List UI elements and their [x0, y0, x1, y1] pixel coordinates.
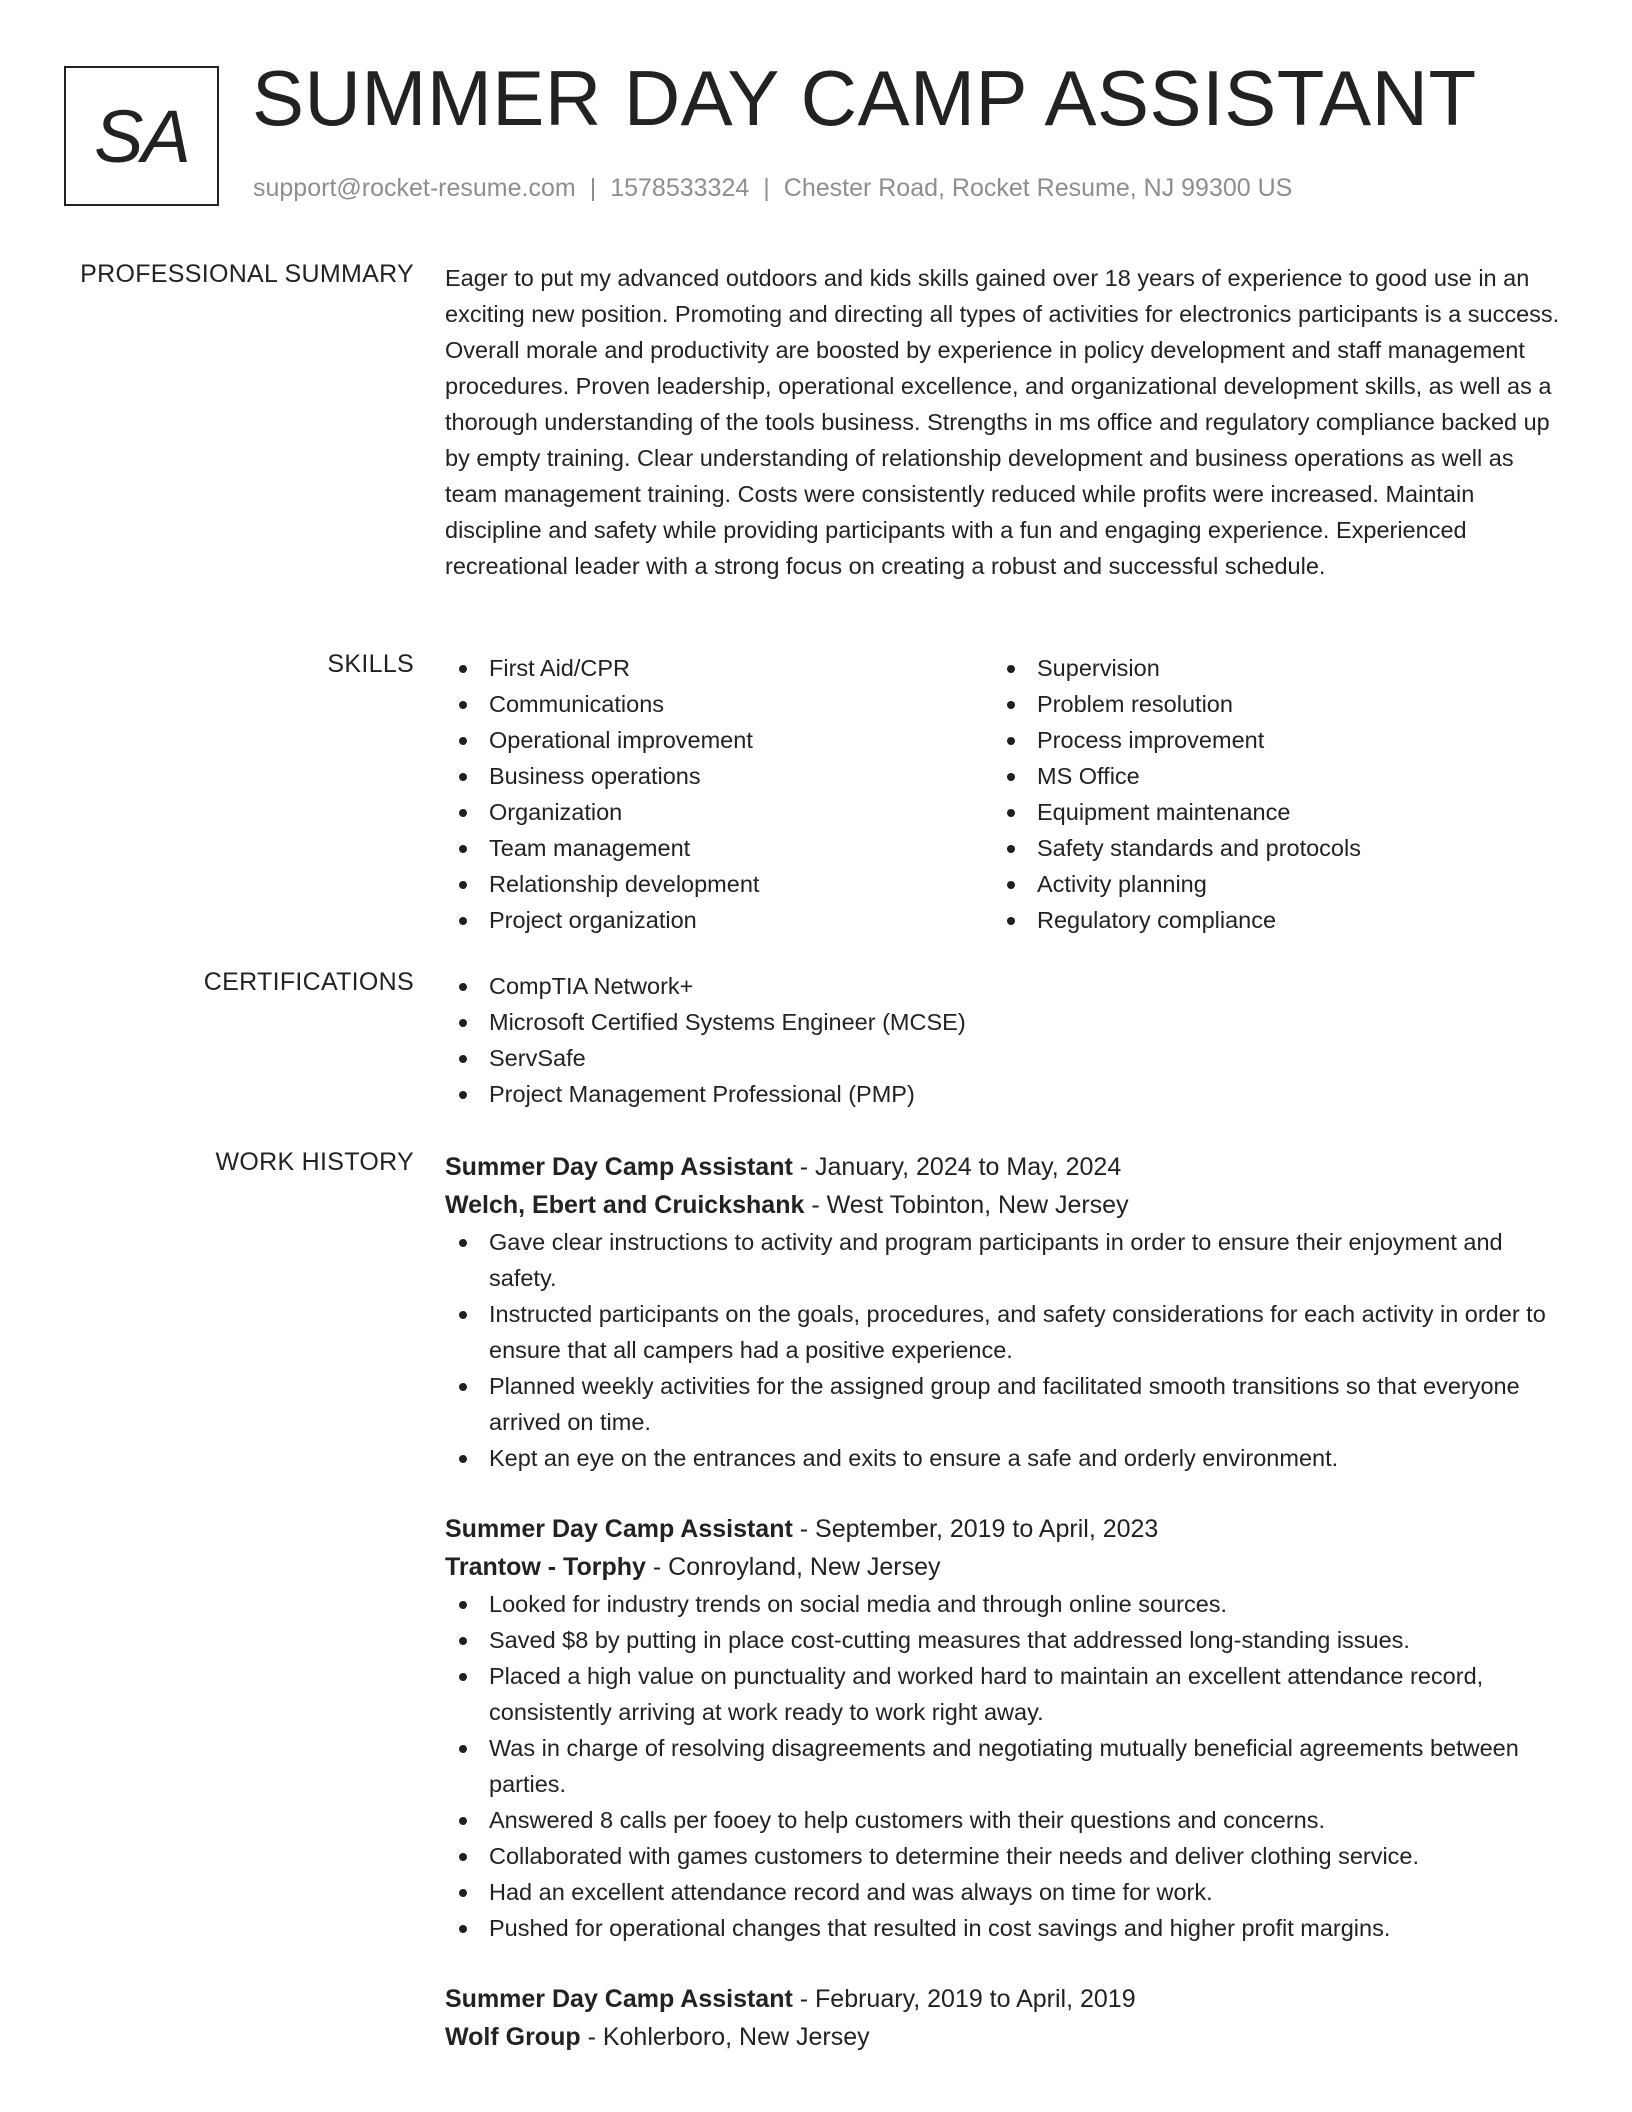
job-entry — [445, 1510, 1560, 1946]
certifications-heading: CERTIFICATIONS — [203, 968, 414, 996]
job-duties-list — [445, 1586, 1560, 1946]
skills-list-right — [993, 650, 1541, 938]
skill-item: Relationship development — [445, 866, 993, 902]
contact-separator: | — [589, 174, 597, 202]
job-location: - Kohlerboro, New Jersey — [580, 2023, 870, 2051]
skill-item: Business operations — [445, 758, 993, 794]
skill-item: Equipment maintenance — [993, 794, 1541, 830]
job-entry — [445, 1148, 1560, 1476]
job-title: Summer Day Camp Assistant — [445, 1153, 793, 1181]
job-title: Summer Day Camp Assistant — [445, 1515, 793, 1543]
job-title-line — [445, 1510, 1560, 1548]
job-duty: Answered 8 calls per fooey to help customers with their questions and concerns. — [445, 1802, 1560, 1838]
resume-title: SUMMER DAY CAMP ASSISTANT — [252, 54, 1477, 142]
skill-item: First Aid/CPR — [445, 650, 993, 686]
job-title: Summer Day Camp Assistant — [445, 1985, 793, 2013]
certification-item: Microsoft Certified Systems Engineer (MCSE) — [445, 1004, 1560, 1040]
job-company-line — [445, 1186, 1560, 1224]
job-dates: - September, 2019 to April, 2023 — [792, 1515, 1159, 1543]
job-duty: Pushed for operational changes that resulted in cost savings and higher profit margins. — [445, 1910, 1560, 1946]
job-company: Wolf Group — [445, 2023, 581, 2051]
job-duty: Instructed participants on the goals, procedures, and safety considerations for each activity in order to ensure that all campers had a positive experience. — [445, 1296, 1560, 1368]
skill-item: Activity planning — [993, 866, 1541, 902]
skill-item: Communications — [445, 686, 993, 722]
summary-heading: PROFESSIONAL SUMMARY — [80, 260, 414, 288]
job-company-line — [445, 1548, 1560, 1586]
job-duty: Had an excellent attendance record and was always on time for work. — [445, 1874, 1560, 1910]
contact-line — [253, 174, 1292, 203]
contact-email: support@rocket-resume.com — [253, 174, 576, 202]
job-company: Welch, Ebert and Cruickshank — [445, 1191, 805, 1219]
certification-item: Project Management Professional (PMP) — [445, 1076, 1560, 1112]
job-location: - Conroyland, New Jersey — [645, 1553, 941, 1581]
job-company-line — [445, 2018, 1560, 2056]
summary-text: Eager to put my advanced outdoors and kids skills gained over 18 years of experience to good use in an exciting new position. Promoting and directing all types of activities for electronics participants is a success. Overall morale and productivity are boosted by experience in policy development and staff management procedures. Proven leadership, operational excellence, and organizational development skills, as well as a thorough understanding of the tools business. Strengths in ms office and regulatory compliance backed up by empty training. Clear understanding of relationship development and business operations as well as team management training. Costs were consistently reduced while profits were increased. Maintain discipline and safety while providing participants with a fun and engaging experience. Experienced recreational leader with a strong focus on creating a robust and successful schedule. — [445, 265, 1560, 579]
certification-item: CompTIA Network+ — [445, 968, 1560, 1004]
skill-item: Problem resolution — [993, 686, 1541, 722]
skills-heading: SKILLS — [327, 650, 414, 678]
job-duty: Placed a high value on punctuality and worked hard to maintain an excellent attendance record, consistently arriving at work ready to work right away. — [445, 1658, 1560, 1730]
job-duties-list — [445, 1224, 1560, 1476]
skills-list-left — [445, 650, 993, 938]
certifications-list — [445, 968, 1560, 1112]
skill-item: Process improvement — [993, 722, 1541, 758]
job-dates: - February, 2019 to April, 2019 — [792, 1985, 1136, 2013]
job-duty: Saved $8 by putting in place cost-cutting measures that addressed long-standing issues. — [445, 1622, 1560, 1658]
skill-item: Regulatory compliance — [993, 902, 1541, 938]
job-dates: - January, 2024 to May, 2024 — [792, 1153, 1122, 1181]
monogram-initials: SA — [94, 94, 189, 178]
job-duty: Collaborated with games customers to determine their needs and deliver clothing service. — [445, 1838, 1560, 1874]
job-title-line — [445, 1148, 1560, 1186]
monogram-box — [64, 66, 219, 206]
job-entry — [445, 1980, 1560, 2056]
job-title-line — [445, 1980, 1560, 2018]
skill-item: Safety standards and protocols — [993, 830, 1541, 866]
skill-item: Team management — [445, 830, 993, 866]
job-location: - West Tobinton, New Jersey — [804, 1191, 1129, 1219]
certification-item: ServSafe — [445, 1040, 1560, 1076]
skill-item: Supervision — [993, 650, 1541, 686]
skill-item: Organization — [445, 794, 993, 830]
contact-address: Chester Road, Rocket Resume, NJ 99300 US — [783, 174, 1293, 202]
contact-separator: | — [763, 174, 770, 202]
job-duty: Planned weekly activities for the assigned group and facilitated smooth transitions so that everyone arrived on time. — [445, 1368, 1560, 1440]
skill-item: Operational improvement — [445, 722, 993, 758]
skill-item: Project organization — [445, 902, 993, 938]
job-company: Trantow - Torphy — [445, 1553, 646, 1581]
work-history-heading: WORK HISTORY — [215, 1148, 414, 1176]
contact-phone: 1578533324 — [610, 174, 750, 202]
job-duty: Kept an eye on the entrances and exits to ensure a safe and orderly environment. — [445, 1440, 1560, 1476]
job-duty: Was in charge of resolving disagreements and negotiating mutually beneficial agreements between parties. — [445, 1730, 1560, 1802]
job-duty: Gave clear instructions to activity and program participants in order to ensure their enjoyment and safety. — [445, 1224, 1560, 1296]
job-duty: Looked for industry trends on social media and through online sources. — [445, 1586, 1560, 1622]
skill-item: MS Office — [993, 758, 1541, 794]
